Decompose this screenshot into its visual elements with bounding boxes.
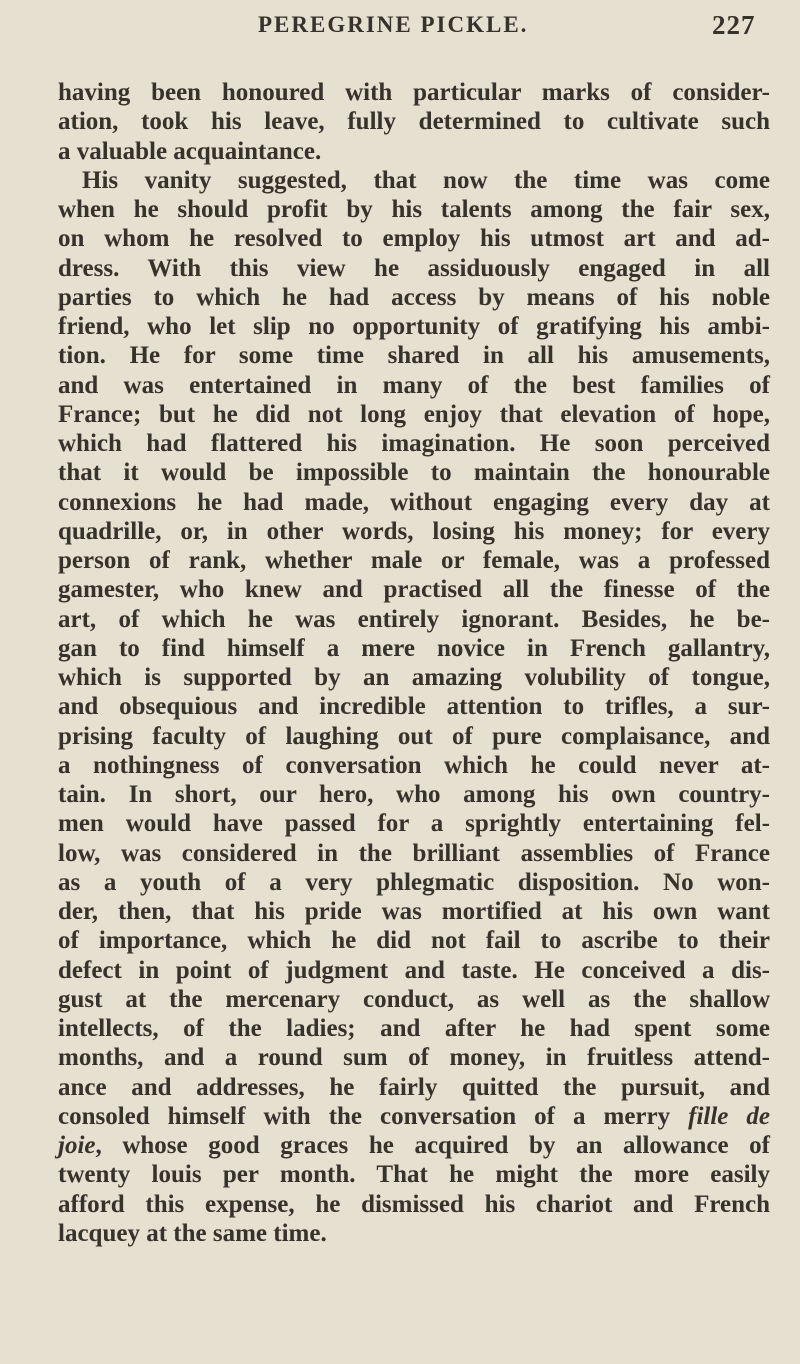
text-line [58,78,770,107]
text-line [58,839,770,868]
text-line [58,137,770,166]
text-line [58,751,770,780]
text-segment: and obsequious and incredible attention to trifles, a sur- [58,693,770,721]
text-line [58,663,770,692]
text-segment: person of rank, whether male or female, was a professed [58,547,770,574]
text-segment: that it would be impossible to maintain the honourable [58,459,770,487]
text-segment: quadrille, or, in other words, losing his money; for every [58,517,770,545]
text-segment: gust at the mercenary conduct, as well as the shallow [58,985,770,1013]
text-segment: dress. With this view he assiduously engaged in all [58,254,770,282]
text-segment: afford this expense, he dismissed his chariot and French [58,1190,770,1218]
text-segment: which had flattered his imagination. He soon perceived [58,430,770,457]
text-line [58,926,770,955]
text-segment: of importance, which he did not fail to ascribe to their [58,927,770,955]
text-segment: defect in point of judgment and taste. He conceived a dis- [58,956,770,984]
text-line [58,1160,770,1189]
running-title: PEREGRINE PICKLE. [258,12,529,37]
text-line [58,868,770,897]
text-line [58,692,770,721]
text-segment: lacquey at the same time. [58,1219,327,1247]
text-segment: a nothingness of conversation which he could never at- [58,751,770,779]
text-line [58,780,770,809]
text-line [58,1131,770,1160]
text-segment: art, of which he was entirely ignorant. Besides, he be- [58,605,770,633]
text-segment: prising faculty of laughing out of pure complaisance, and [58,722,770,750]
text-line [58,1043,770,1072]
text-line [58,517,770,546]
text-segment: twenty louis per month. That he might the more easily [58,1161,770,1189]
text-segment: His vanity suggested, that now the time was come [82,166,770,194]
text-segment: intellects, of the ladies; and after he had spent some [58,1015,770,1042]
text-line [58,575,770,604]
text-line [58,166,770,195]
text-line [58,341,770,370]
text-line [58,985,770,1014]
text-segment: men would have passed for a sprightly entertaining fel- [58,810,770,838]
text-line [58,1219,770,1248]
text-line [58,1190,770,1219]
text-segment: ance and addresses, he fairly quitted the pursuit, and [58,1073,770,1101]
text-segment: friend, who let slip no opportunity of gratifying his ambi- [58,313,770,340]
text-line [58,312,770,341]
text-segment: low, was considered in the brilliant assemblies of France [58,839,770,867]
text-line [58,224,770,253]
text-segment: connexions he had made, without engaging every day at [58,488,770,516]
text-segment: ation, took his leave, fully determined to cultivate such [58,108,770,136]
text-line [58,429,770,458]
text-segment: , whose good graces he acquired by an allowance of [95,1132,770,1159]
text-line [58,371,770,400]
text-segment: gan to find himself a mere novice in French gallantry, [58,634,770,662]
text-segment: months, and a round sum of money, in fruitless attend- [58,1044,770,1072]
body-text [58,78,770,1248]
text-segment: consoled himself with the conversation of a merry [58,1102,689,1130]
text-line [58,195,770,224]
text-segment: as a youth of a very phlegmatic disposition. No won- [58,868,770,896]
page-header [0,12,800,48]
italic-text: fille de [688,1102,770,1130]
text-segment: gamester, who knew and practised all the finesse of the [58,576,770,604]
text-segment: der, then, that his pride was mortified at his own want [58,898,770,925]
text-segment: on whom he resolved to employ his utmost art and ad- [58,225,770,253]
text-line [58,1014,770,1043]
text-line [58,605,770,634]
text-line [58,283,770,312]
text-line [58,254,770,283]
italic-text: joie [58,1132,96,1159]
text-line [58,546,770,575]
text-segment: a valuable acquaintance. [58,137,322,165]
text-line [58,956,770,985]
text-segment: when he should profit by his talents among the fair sex, [58,196,770,223]
text-segment: having been honoured with particular marks of consider- [58,79,770,106]
text-segment: which is supported by an amazing volubility of tongue, [58,664,770,691]
text-segment: tain. In short, our hero, who among his own country- [58,781,770,808]
text-line [58,1102,770,1131]
text-line [58,809,770,838]
text-segment: tion. He for some time shared in all his amusements, [58,342,770,370]
text-line [58,722,770,751]
text-segment: and was entertained in many of the best families of [58,371,770,399]
page-number: 227 [712,10,756,40]
text-line [58,400,770,429]
text-line [58,488,770,517]
text-line [58,1073,770,1102]
text-segment: parties to which he had access by means of his noble [58,283,770,311]
text-line [58,634,770,663]
text-segment: France; but he did not long enjoy that elevation of hope, [58,400,770,428]
text-line [58,107,770,136]
text-line [58,458,770,487]
text-line [58,897,770,926]
